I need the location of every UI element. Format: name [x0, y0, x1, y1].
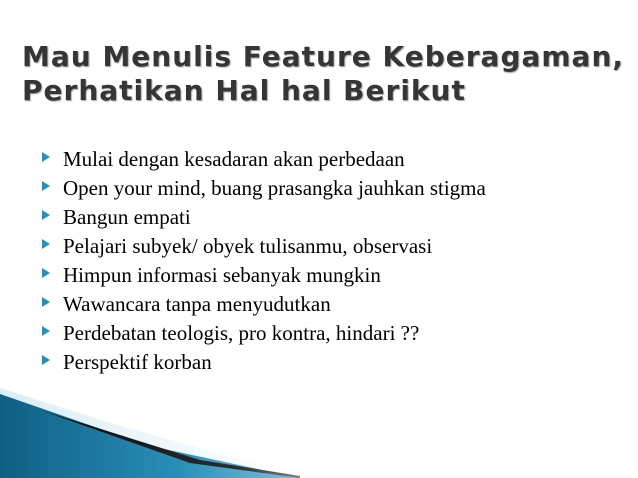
triangle-bullet-icon: [42, 268, 50, 278]
triangle-bullet-icon: [42, 326, 50, 336]
bullet-item: [42, 234, 602, 258]
triangle-bullet-icon: [42, 210, 50, 220]
triangle-bullet-icon: [42, 181, 50, 191]
triangle-bullet-icon: [42, 355, 50, 365]
bullet-text: Mulai dengan kesadaran akan perbedaan: [63, 147, 405, 171]
triangle-bullet-icon: [42, 152, 50, 162]
corner-swoosh-decoration: [0, 388, 300, 478]
bullet-item: [42, 205, 602, 229]
bullet-item: [42, 263, 602, 287]
bullet-text: Open your mind, buang prasangka jauhkan stigma: [63, 176, 486, 200]
bullet-list: [42, 147, 602, 379]
slide-title: [22, 40, 632, 108]
bullet-text: Perdebatan teologis, pro kontra, hindari ??: [63, 321, 420, 345]
bullet-text: Bangun empati: [63, 205, 191, 229]
bullet-item: [42, 176, 602, 200]
bullet-item: [42, 350, 602, 374]
bullet-text: Pelajari subyek/ obyek tulisanmu, observasi: [63, 234, 433, 258]
slide-title-line-2: Perhatikan Hal hal Berikut: [22, 74, 466, 107]
bullet-item: [42, 292, 602, 316]
bullet-item: [42, 147, 602, 171]
triangle-bullet-icon: [42, 239, 50, 249]
bullet-text: Himpun informasi sebanyak mungkin: [63, 263, 381, 287]
bullet-text: Wawancara tanpa menyudutkan: [63, 292, 331, 316]
slide-title-line-1: Mau Menulis Feature Keberagaman,: [22, 40, 625, 73]
triangle-bullet-icon: [42, 297, 50, 307]
bullet-item: [42, 321, 602, 345]
bullet-text: Perspektif korban: [63, 350, 212, 374]
